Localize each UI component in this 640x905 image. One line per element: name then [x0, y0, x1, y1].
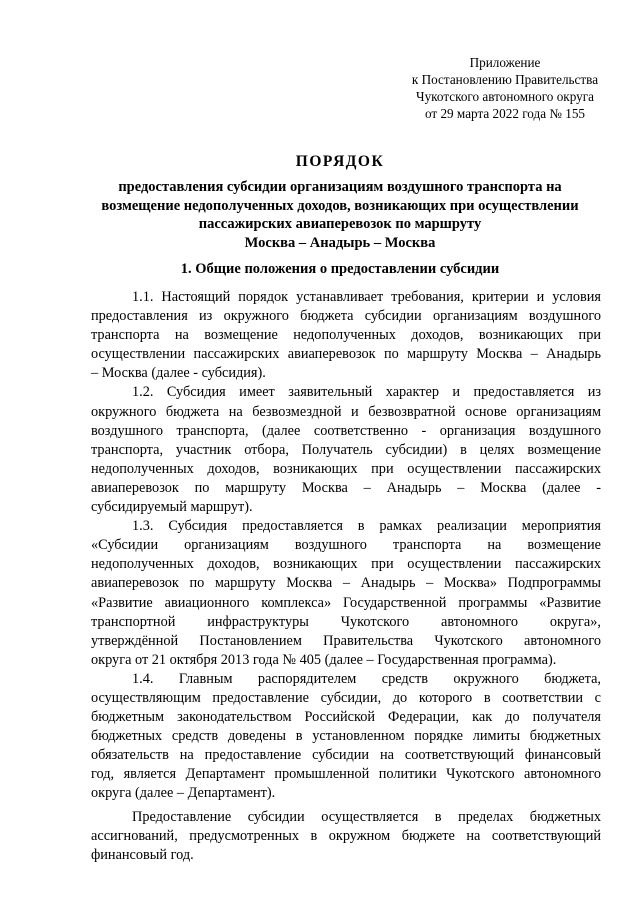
document-title: ПОРЯДОК — [295, 153, 385, 170]
text-line: окружного бюджета на безвозмездной и безвозвратной основе организациям — [91, 403, 601, 420]
text-line: транспортной инфраструктуры Чукотского автономного округа», — [91, 613, 601, 630]
appendix-line: к Постановлению Правительства — [411, 72, 599, 87]
text-line: недополученных доходов, возникающих при осуществлении пассажирских — [91, 460, 601, 477]
text-line: округа (далее – Департамент). — [91, 785, 276, 802]
text-line: транспорта на возмещение недополученных доходов, возникающих при — [91, 327, 601, 344]
appendix-line: Приложение — [469, 55, 541, 70]
text-line: бюджетных средств доведены в установленном порядке лимиты бюджетных — [91, 728, 601, 745]
text-line: 1.4. Главным распорядителем средств окружного бюджета, — [132, 670, 601, 687]
text-line: 1.3. Субсидия предоставляется в рамках реализации мероприятия — [132, 518, 601, 535]
subtitle-line: пассажирских авиаперевозок по маршруту — [198, 216, 482, 232]
text-line: недополученных доходов, возникающих при осуществлении пассажирских — [91, 556, 601, 573]
document-body — [91, 288, 601, 865]
text-line: год, является Департамент промышленной политики Чукотского автономного — [91, 766, 601, 783]
text-line: бюджетным законодательством Российской Федерации, как до получателя — [91, 709, 601, 726]
text-line: округа от 21 октября 2013 года № 405 (далее – Государственная программа). — [91, 651, 557, 668]
text-line: ассигнований, предусмотренных в окружном бюджете на соответствующий — [91, 827, 601, 844]
text-line: предоставления из окружного бюджета субсидии организациям воздушного — [91, 308, 601, 325]
text-line: «Развитие авиационного комплекса» Государственной программы «Развитие — [91, 594, 601, 611]
appendix-line: от 29 марта 2022 года № 155 — [424, 106, 586, 121]
text-line: авиаперевозок по маршруту Москва – Анадырь – Москва (далее - — [91, 479, 601, 496]
text-line: воздушного транспорта, (далее соответственно - организация воздушного — [91, 422, 601, 439]
subtitle-line: возмещение недополученных доходов, возникающих при осуществлении — [101, 197, 579, 214]
text-line: Предоставление субсидии осуществляется в пределах бюджетных — [132, 808, 601, 825]
text-line: осуществляющим предоставление субсидии, до которого в соответствии с — [91, 689, 601, 706]
appendix-line: Чукотского автономного округа — [416, 89, 594, 104]
text-line: 1.2. Субсидия имеет заявительный характер и предоставляется из — [132, 384, 601, 401]
paragraph-1-1 — [91, 288, 601, 383]
document-title-block — [60, 152, 620, 252]
appendix-block — [360, 54, 640, 122]
text-line: обязательств на предоставление субсидии на соответствующий финансовый — [91, 747, 601, 764]
text-line: 1.1. Настоящий порядок устанавливает требования, критерии и условия — [132, 289, 601, 305]
text-line: осуществлении пассажирских авиаперевозок по маршруту Москва – Анадырь — [91, 346, 601, 363]
text-line: «Субсидии организациям воздушного транспорта на возмещение — [91, 537, 601, 554]
paragraph-1-2 — [91, 383, 601, 517]
subtitle-line: Москва – Анадырь – Москва — [244, 234, 436, 251]
text-line: – Москва (далее - субсидия). — [91, 365, 266, 382]
document-subtitle — [60, 178, 620, 252]
text-line: финансовый год. — [91, 846, 194, 863]
text-line: транспорта, участник отбора, Получатель субсидии) в целях возмещение — [91, 441, 601, 458]
paragraph-1-3 — [91, 517, 601, 670]
text-line: утверждённой Постановлением Правительства Чукотского автономного — [91, 632, 601, 649]
subtitle-line: предоставления субсидии организациям воздушного транспорта на — [118, 179, 562, 195]
text-line: авиаперевозок по маршруту Москва – Анадырь – Москва» Подпрограммы — [91, 575, 601, 592]
section-heading: 1. Общие положения о предоставлении субсидии — [180, 261, 500, 277]
text-line: субсидируемый маршрут). — [91, 499, 253, 516]
paragraph-funding — [91, 808, 601, 865]
paragraph-1-4 — [91, 670, 601, 804]
